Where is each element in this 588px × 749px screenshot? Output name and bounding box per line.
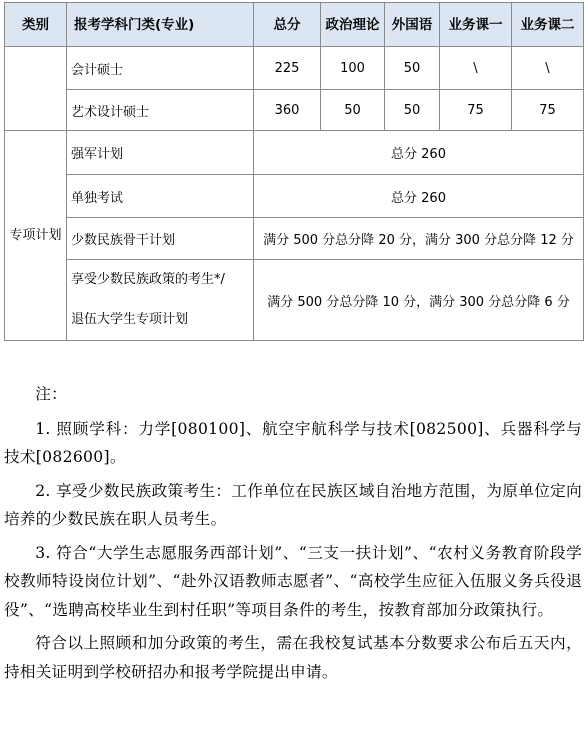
header-foreign-language: 外国语 — [385, 3, 440, 47]
score-rule-cell: 总分 260 — [254, 175, 584, 218]
subject-cell: 单独考试 — [67, 175, 254, 218]
subject-cell: 会计硕士 — [67, 47, 254, 90]
notes-section — [4, 380, 582, 686]
note-item: 3. 符合“大学生志愿服务西部计划”、“三支一扶计划”、“农村义务教育阶段学校教师特设岗位计划”、“赴外汉语教师志愿者”、“高校学生应征入伍服义务兵役退役”、“选聘高校毕业生到村任职”等项目条件的考生，按教育部加分政策执行。 — [4, 543, 582, 619]
category-cell-special-plan: 专项计划 — [5, 131, 67, 341]
score-requirements-table — [4, 2, 584, 341]
subject-line: 享受少数民族政策的考生*/ — [71, 272, 225, 287]
notes-heading: 注： — [35, 385, 67, 403]
table-row — [5, 90, 584, 131]
subject-line: 退伍大学生专项计划 — [71, 312, 189, 327]
table-row — [5, 218, 584, 260]
course2-cell: \ — [512, 47, 584, 90]
total-cell: 225 — [254, 47, 321, 90]
foreign-cell: 50 — [385, 47, 440, 90]
foreign-cell: 50 — [385, 90, 440, 131]
subject-cell: 少数民族骨干计划 — [67, 218, 254, 260]
table-header-row — [5, 3, 584, 47]
politics-cell: 50 — [321, 90, 385, 131]
total-cell: 360 — [254, 90, 321, 131]
note-item: 1. 照顾学科：力学[080100]、航空宇航科学与技术[082500]、兵器科学与技术[082600]。 — [4, 419, 582, 466]
table-row — [5, 175, 584, 218]
subject-cell: 艺术设计硕士 — [67, 90, 254, 131]
course2-cell: 75 — [512, 90, 584, 131]
table-row — [5, 131, 584, 175]
header-subject: 报考学科门类(专业) — [67, 3, 254, 47]
subject-cell: 强军计划 — [67, 131, 254, 175]
header-course-1: 业务课一 — [440, 3, 512, 47]
header-course-2: 业务课二 — [512, 3, 584, 47]
header-category: 类别 — [5, 3, 67, 47]
score-rule-cell: 满分 500 分总分降 10 分，满分 300 分总分降 6 分 — [254, 260, 584, 341]
score-rule-cell: 总分 260 — [254, 131, 584, 175]
table-row — [5, 47, 584, 90]
score-rule-cell: 满分 500 分总分降 20 分，满分 300 分总分降 12 分 — [254, 218, 584, 260]
note-item: 2. 享受少数民族政策考生：工作单位在民族区域自治地方范围，为原单位定向培养的少数民族在职人员考生。 — [4, 481, 582, 528]
course1-cell: \ — [440, 47, 512, 90]
course1-cell: 75 — [440, 90, 512, 131]
header-total: 总分 — [254, 3, 321, 47]
note-item: 符合以上照顾和加分政策的考生，需在我校复试基本分数要求公布后五天内，持相关证明到学校研招办和报考学院提出申请。 — [4, 634, 582, 681]
politics-cell: 100 — [321, 47, 385, 90]
table-row — [5, 260, 584, 341]
subject-cell — [67, 260, 254, 341]
category-cell-empty — [5, 47, 67, 131]
header-politics: 政治理论 — [321, 3, 385, 47]
